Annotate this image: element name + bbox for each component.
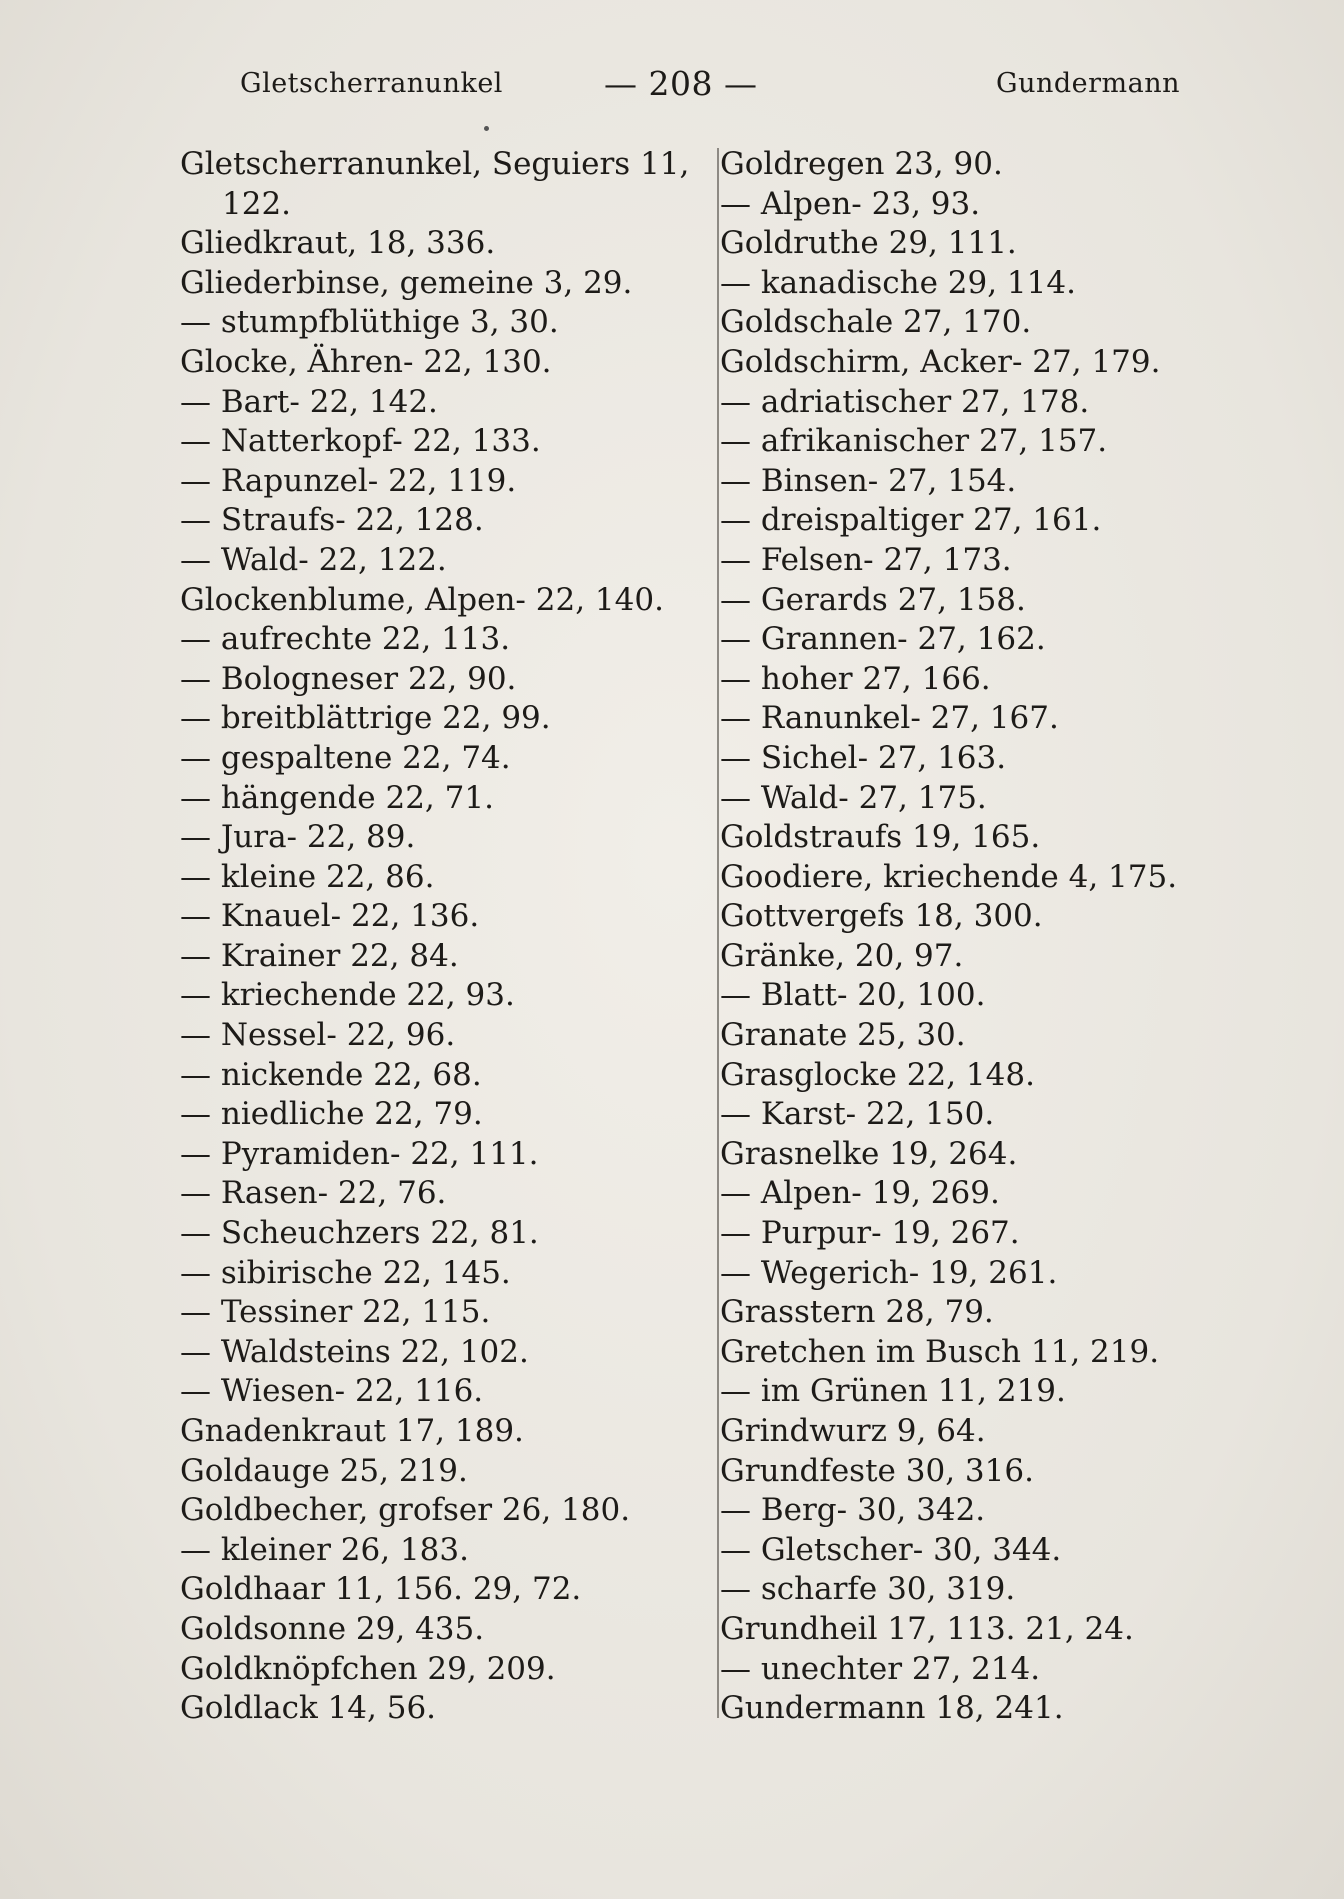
index-entry: — Waldsteins 22, 102. [180,1333,529,1370]
index-entry: Goldbecher, grofser 26, 180. [180,1492,631,1529]
index-entry: — nickende 22, 68. [180,1056,482,1093]
index-entry: Goldstraufs 19, 165. [720,819,1041,856]
index-entry: — dreispaltiger 27, 161. [720,502,1102,539]
index-entry: — Wegerich- 19, 261. [720,1254,1058,1291]
index-entry: Goldlack 14, 56. [180,1690,437,1727]
index-entry: — niedliche 22, 79. [180,1096,483,1133]
index-entry: — Gletscher- 30, 344. [720,1531,1062,1568]
index-entry: — Knauel- 22, 136. [180,898,480,935]
index-entry: Glockenblume, Alpen- 22, 140. [180,581,664,618]
index-entry: — im Grünen 11, 219. [720,1373,1066,1410]
index-entry: — unechter 27, 214. [720,1650,1041,1687]
running-header [240,64,1180,108]
index-entry: — Wiesen- 22, 116. [180,1373,484,1410]
index-entry: — kanadische 29, 114. [720,264,1076,301]
index-entry: — Natterkopf- 22, 133. [180,423,541,460]
index-entry: Gottvergefs 18, 300. [720,898,1043,935]
index-entry: — Nessel- 22, 96. [180,1017,456,1054]
index-entry: — Binsen- 27, 154. [720,462,1017,499]
index-entry: Grasstern 28, 79. [720,1294,994,1331]
index-entry: Goldruthe 29, 111. [720,225,1017,262]
print-speck [484,126,489,131]
page-number: — 208 — [604,64,758,103]
index-entry: — Tessiner 22, 115. [180,1294,491,1331]
index-entry: Gletscherranunkel, Seguiers 11, [180,146,690,182]
index-entry: — kleine 22, 86. [180,858,435,895]
index-entry: Gundermann 18, 241. [720,1690,1064,1727]
index-entry: — adriatischer 27, 178. [720,383,1090,420]
index-entry: — sibirische 22, 145. [180,1254,511,1291]
index-entry: — kriechende 22, 93. [180,977,515,1014]
index-entry: Goldauge 25, 219. [180,1452,468,1489]
column-divider [717,148,719,1718]
index-entry: — Bologneser 22, 90. [180,660,517,697]
index-entry: Goldregen 23, 90. [720,146,1003,182]
index-entry: — Sichel- 27, 163. [720,739,1007,776]
index-entry: — aufrechte 22, 113. [180,621,511,658]
index-entry: — Karst- 22, 150. [720,1096,995,1133]
index-entry: Gnadenkraut 17, 189. [180,1413,524,1449]
index-entry: Goldschirm, Acker- 27, 179. [720,343,1161,380]
index-entry: — Purpur- 19, 267. [720,1215,1020,1252]
index-entry: Gliedkraut, 18, 336. [180,225,496,262]
index-entry: — Rasen- 22, 76. [180,1175,447,1212]
index-entry: 122. [222,185,292,222]
index-entry: — Gerards 27, 158. [720,581,1026,618]
index-entry: Grundfeste 30, 316. [720,1452,1034,1489]
index-entry: — hoher 27, 166. [720,660,991,697]
index-entry: — Berg- 30, 342. [720,1492,986,1529]
index-entry: Gliederbinse, gemeine 3, 29. [180,264,633,301]
index-entry: — Grannen- 27, 162. [720,621,1046,658]
index-entry: Goldschale 27, 170. [720,304,1032,341]
index-entry: — scharfe 30, 319. [720,1571,1016,1608]
index-entry: — Bart- 22, 142. [180,383,438,420]
index-entry: — Scheuchzers 22, 81. [180,1215,539,1252]
index-column-left [180,145,710,1729]
index-entry: — Alpen- 19, 269. [720,1175,1000,1212]
index-entry: — Pyramiden- 22, 111. [180,1135,539,1172]
index-entry: — hängende 22, 71. [180,779,494,816]
index-entry: — Jura- 22, 89. [180,819,416,856]
index-entry: — stumpfblüthige 3, 30. [180,304,559,341]
index-entry: Goldknöpfchen 29, 209. [180,1650,556,1687]
index-entry: Goodiere, kriechende 4, 175. [720,858,1178,895]
index-entry: — Blatt- 20, 100. [720,977,986,1014]
index-entry: — Krainer 22, 84. [180,937,459,974]
index-entry: Grasglocke 22, 148. [720,1056,1035,1093]
index-entry: — Straufs- 22, 128. [180,502,484,539]
index-entry: Grundheil 17, 113. 21, 24. [720,1610,1134,1647]
index-entry: — afrikanischer 27, 157. [720,423,1108,460]
index-entry: — gespaltene 22, 74. [180,739,511,776]
index-column-right [720,145,1240,1729]
index-entry: Goldhaar 11, 156. 29, 72. [180,1571,582,1608]
index-entry: — breitblättrige 22, 99. [180,700,551,737]
index-entry: — Felsen- 27, 173. [720,541,1012,578]
header-left-keyword: Gletscherranunkel [240,68,503,99]
index-entry: Grindwurz 9, 64. [720,1413,986,1449]
index-entry: — Rapunzel- 22, 119. [180,462,517,499]
index-entry: — Ranunkel- 27, 167. [720,700,1059,737]
index-entry: Granate 25, 30. [720,1017,966,1054]
index-entry: Grasnelke 19, 264. [720,1135,1018,1172]
index-entry: — Wald- 22, 122. [180,541,447,578]
index-entry: Goldsonne 29, 435. [180,1610,485,1647]
index-entry: Gretchen im Busch 11, 219. [720,1333,1160,1370]
index-entry: Glocke, Ähren- 22, 130. [180,343,552,380]
index-entry: — Alpen- 23, 93. [720,185,981,222]
index-entry: — Wald- 27, 175. [720,779,987,816]
index-entry: — kleiner 26, 183. [180,1531,469,1568]
header-right-keyword: Gundermann [996,68,1180,99]
index-entry: Gränke, 20, 97. [720,937,964,974]
